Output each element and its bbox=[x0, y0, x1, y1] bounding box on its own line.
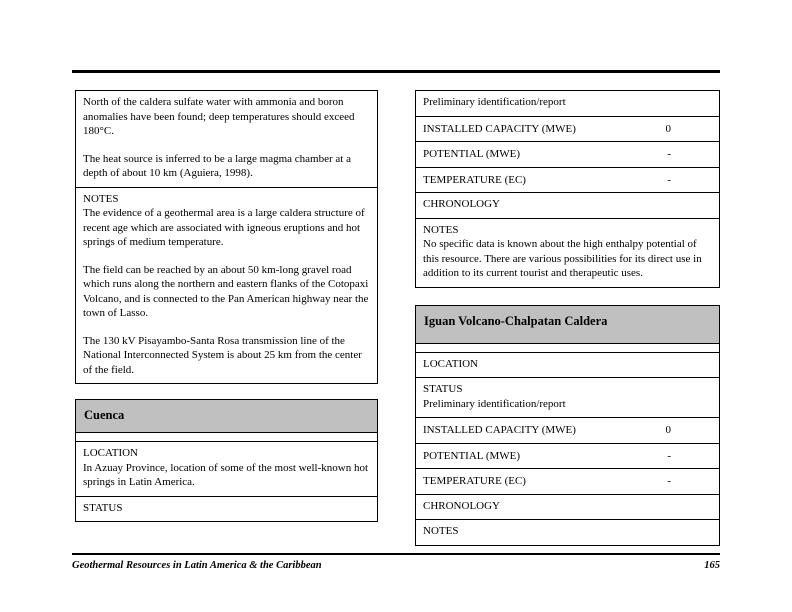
status-text-cell: Preliminary identification/report bbox=[423, 96, 566, 108]
cuenca-title: Cuenca bbox=[76, 400, 377, 433]
location-cell bbox=[76, 441, 377, 496]
notes-continuation-table bbox=[75, 90, 378, 384]
page-footer bbox=[72, 560, 720, 571]
notes-paragraph: The field can be reached by an about 50 km-long gravel road which runs along the northern and eastern flanks of the Cotopaxi Volcano, and is connected to the Pan American highway near the town of Lasso. bbox=[83, 263, 369, 319]
right-column bbox=[415, 90, 720, 546]
notes-text: No specific data is known about the high enthalpy potential of this resource. There are various possibilities for its direct use in addition to its current tourist and therapeutic uses. bbox=[423, 238, 702, 279]
notes-label: NOTES bbox=[83, 192, 119, 205]
intro-paragraph: North of the caldera sulfate water with ammonia and boron anomalies have been found; deep temperatures should exceed 180°C. bbox=[83, 96, 355, 137]
location-label: LOCATION bbox=[83, 447, 138, 459]
notes-paragraph: The evidence of a geothermal area is a large caldera structure of recent age which are associated with igneous eruptions and hot springs of medium temperature. bbox=[83, 207, 365, 248]
status-cell: STATUS bbox=[76, 496, 377, 522]
potential-label: POTENTIAL (MWE) bbox=[423, 449, 521, 462]
footer-title: Geothermal Resources in Latin America & the Caribbean bbox=[72, 560, 322, 571]
installed-capacity-row bbox=[416, 417, 719, 443]
potential-label: POTENTIAL (MWE) bbox=[423, 148, 521, 160]
temperature-label: TEMPERATURE (ΕC) bbox=[423, 173, 526, 186]
temperature-value: - bbox=[667, 475, 671, 487]
status-label: STATUS bbox=[423, 383, 463, 395]
status-cell bbox=[416, 377, 719, 417]
installed-capacity-label: INSTALLED CAPACITY (MWE) bbox=[423, 122, 576, 135]
notes-cell: NOTES bbox=[416, 519, 719, 545]
notes-paragraph: The 130 kV Pisayambo-Santa Rosa transmission line of the National Interconnected System is about 25 km from the center of the field. bbox=[83, 334, 362, 376]
status-continuation-table bbox=[415, 90, 720, 288]
status-text: Preliminary identification/report bbox=[423, 397, 566, 410]
location-text: In Azuay Province, location of some of the most well-known hot springs in Latin America. bbox=[83, 461, 369, 488]
installed-capacity-row bbox=[416, 116, 719, 142]
temperature-label: TEMPERATURE (ΕC) bbox=[423, 475, 526, 487]
temperature-row bbox=[416, 468, 719, 494]
chronology-cell: CHRONOLOGY bbox=[416, 494, 719, 520]
iguan-title: Iguan Volcano-Chalpatan Caldera bbox=[416, 306, 719, 344]
potential-row bbox=[416, 443, 719, 469]
footer-page-number: 165 bbox=[704, 560, 720, 571]
cuenca-table bbox=[75, 399, 378, 522]
potential-row bbox=[416, 141, 719, 167]
location-cell: LOCATION bbox=[416, 352, 719, 378]
spacer-row bbox=[416, 344, 719, 352]
potential-value: - bbox=[667, 449, 671, 462]
notes-cell bbox=[416, 218, 719, 287]
notes-label: NOTES bbox=[423, 223, 459, 236]
installed-capacity-value: 0 bbox=[665, 424, 671, 436]
notes-cell bbox=[76, 187, 377, 384]
temperature-value: - bbox=[667, 173, 671, 186]
intro-cell bbox=[76, 91, 377, 187]
intro-paragraph: The heat source is inferred to be a large magma chamber at a depth of about 10 km (Aguiera, 1998). bbox=[83, 152, 351, 179]
chronology-cell: CHRONOLOGY bbox=[416, 192, 719, 218]
installed-capacity-value: 0 bbox=[665, 122, 671, 135]
left-column bbox=[75, 90, 378, 522]
installed-capacity-label: INSTALLED CAPACITY (MWE) bbox=[423, 424, 576, 436]
potential-value: - bbox=[667, 148, 671, 160]
footer-rule bbox=[72, 553, 720, 555]
temperature-row bbox=[416, 167, 719, 193]
iguan-table bbox=[415, 305, 720, 546]
top-rule bbox=[72, 70, 720, 73]
spacer-row bbox=[76, 433, 377, 441]
